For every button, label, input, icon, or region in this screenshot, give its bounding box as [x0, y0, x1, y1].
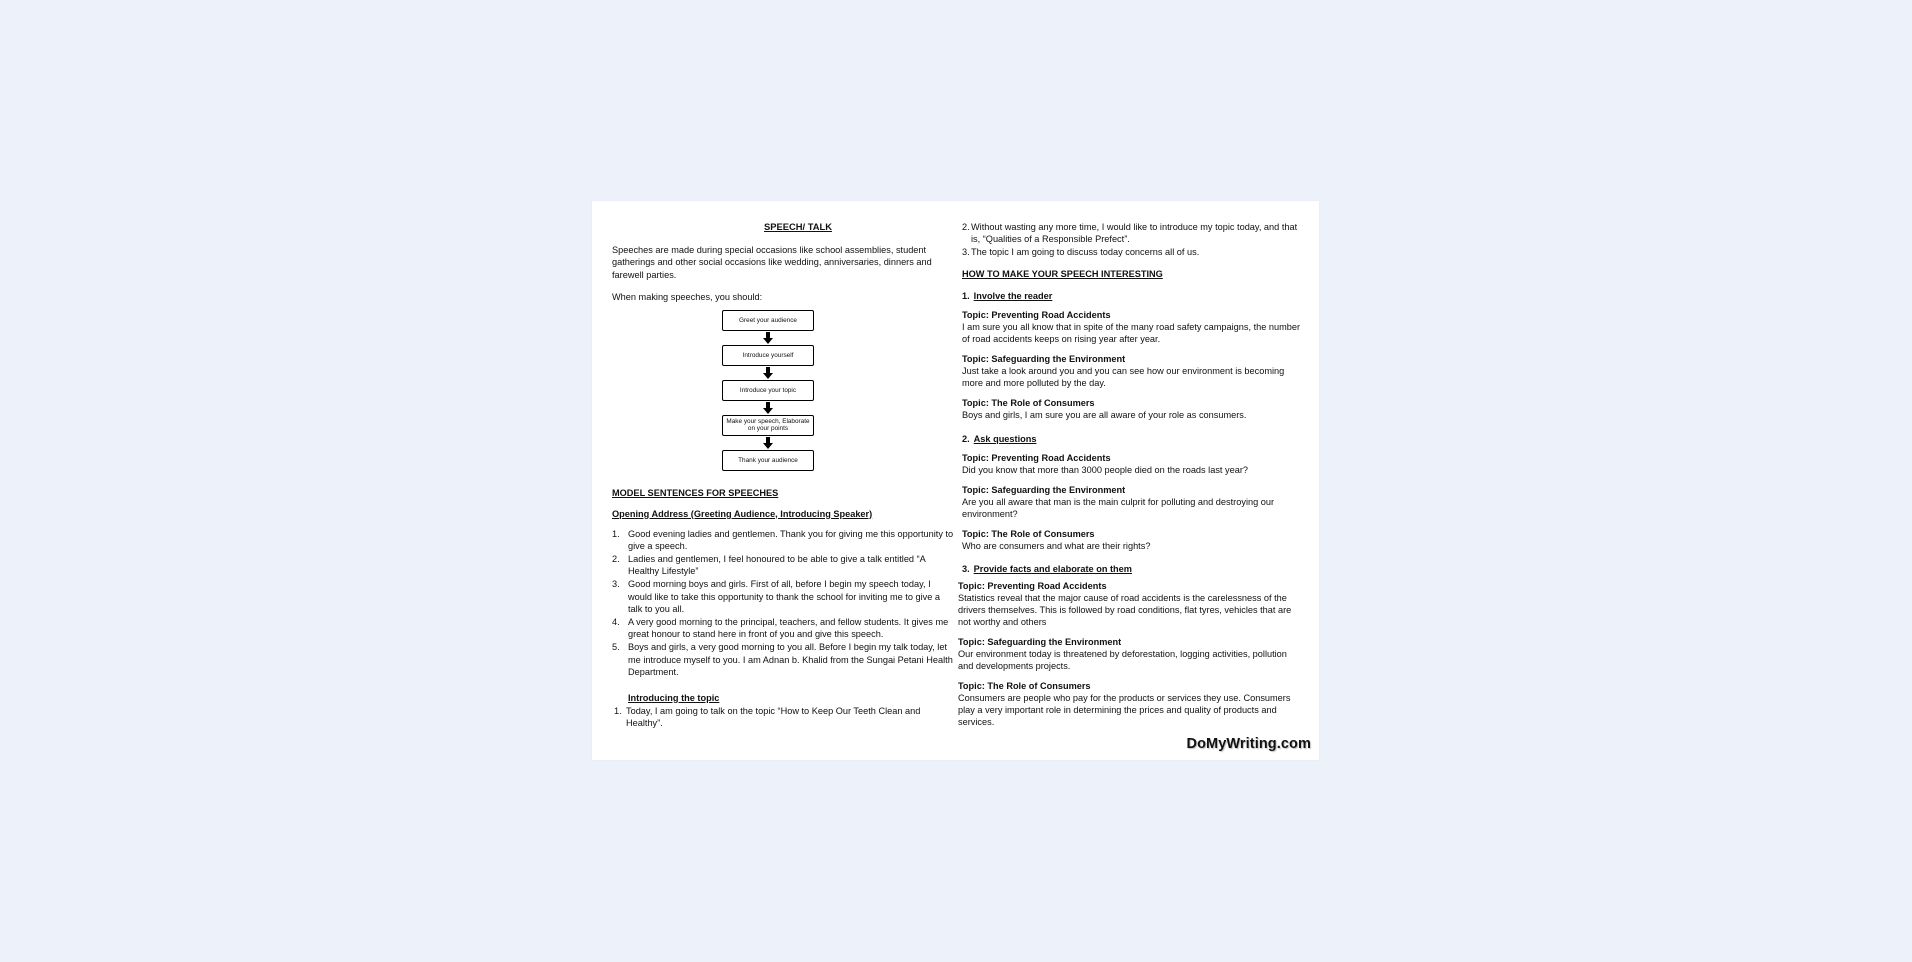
document-title: SPEECH/ TALK [763, 221, 833, 232]
intro-paragraph: Speeches are made during special occasions like school assemblies, student gatherings and other social occasions like wedding, anniversaries, dinners and farewell parties. [612, 245, 932, 280]
flow-step-thank: Thank your audience [722, 450, 814, 471]
left-column [612, 221, 954, 730]
introducing-topic-heading: Introducing the topic [628, 692, 720, 703]
flow-arrow-icon [763, 437, 773, 450]
flow-arrow-icon [763, 332, 773, 345]
section-involve-reader: 1. Involve the reader [962, 290, 1053, 301]
list-item: 4. A very good morning to the principal, teachers, and fellow students. It gives me great honour to stand here in front of you and give this speech. [612, 616, 949, 640]
topic-block: Topic: Preventing Road Accidents Did you know that more than 3000 people died on the roads last year? [962, 452, 1249, 475]
flow-step-greet: Greet your audience [722, 310, 814, 331]
list-item: 3. Good morning boys and girls. First of all, before I begin my speech today, I would like to take this opportunity to thank the school for inviting me to give a talk to you all. [612, 579, 941, 615]
flow-arrow-icon [763, 367, 773, 380]
topic-block: Topic: The Role of Consumers Boys and girls, I am sure you are all aware of your role as consumers. [962, 397, 1247, 420]
interesting-heading: HOW TO MAKE YOUR SPEECH INTERESTING [962, 268, 1163, 279]
opening-address-list [612, 528, 954, 679]
topic-block: Topic: Preventing Road Accidents I am sure you all know that in spite of the many road safety campaigns, the number of road accidents keeps on rising year after year. [962, 309, 1301, 344]
topic-block: Topic: The Role of Consumers Who are consumers and what are their rights? [962, 528, 1151, 551]
topic-block: Topic: Safeguarding the Environment Just take a look around you and you can see how our environment is becoming more and more polluted by the day. [962, 353, 1285, 388]
right-column [958, 221, 1302, 736]
section-ask-questions: 2. Ask questions [962, 433, 1037, 444]
list-item: 5. Boys and girls, a very good morning to you all. Before I begin my talk today, let me introduce myself to you. I am Adnan b. Khalid from the Sungai Petani Health Department. [612, 642, 953, 678]
topic-block: Topic: Safeguarding the Environment Are you all aware that man is the main culprit for polluting and destroying our environment? [962, 484, 1275, 519]
speech-flowchart [612, 310, 954, 482]
introducing-topic-list-start [612, 705, 954, 730]
flow-arrow-icon [763, 402, 773, 415]
opening-address-heading: Opening Address (Greeting Audience, Introducing Speaker) [612, 508, 873, 519]
list-item: 2. Without wasting any more time, I would like to introduce my topic today, and that is, “Qualities of a Responsible Prefect”. [962, 222, 1298, 245]
topic-block: Topic: The Role of Consumers Consumers are people who pay for the products or services they use. Consumers play a very important role in determining the prices and quality of products and services. [958, 680, 1291, 727]
topic-block: Topic: Safeguarding the Environment Our environment today is threatened by deforestation, logging activities, pollution and developments projects. [958, 636, 1287, 671]
flow-step-introduce-topic: Introduce your topic [722, 380, 814, 401]
when-making-text: When making speeches, you should: [612, 292, 763, 303]
topic-block: Topic: Preventing Road Accidents Statistics reveal that the major cause of road accidents is the carelessness of the drivers themselves. This is followed by road conditions, flat tyres, vehicles that are not worthy and others [958, 580, 1292, 627]
model-sentences-heading: MODEL SENTENCES FOR SPEECHES [612, 487, 779, 498]
introducing-topic-list-continued [962, 221, 1302, 259]
list-item: 2. Ladies and gentlemen, I feel honoured to be able to give a talk entitled “A Healthy Lifestyle” [612, 553, 926, 577]
list-item: 1. Good evening ladies and gentlemen. Thank you for giving me this opportunity to give a speech. [612, 528, 954, 552]
flow-step-make-speech: Make your speech, Elaborate on your points [722, 415, 814, 436]
list-item: 3. The topic I am going to discuss today concerns all of us. [962, 247, 1200, 258]
document-page [592, 201, 1319, 760]
flow-step-introduce-yourself: Introduce yourself [722, 345, 814, 366]
list-item: 1. Today, I am going to talk on the topic “How to Keep Our Teeth Clean and Healthy”. [614, 705, 921, 728]
section-provide-facts: 3. Provide facts and elaborate on them [962, 563, 1132, 574]
brand-watermark: DoMyWriting.com [1186, 736, 1311, 752]
